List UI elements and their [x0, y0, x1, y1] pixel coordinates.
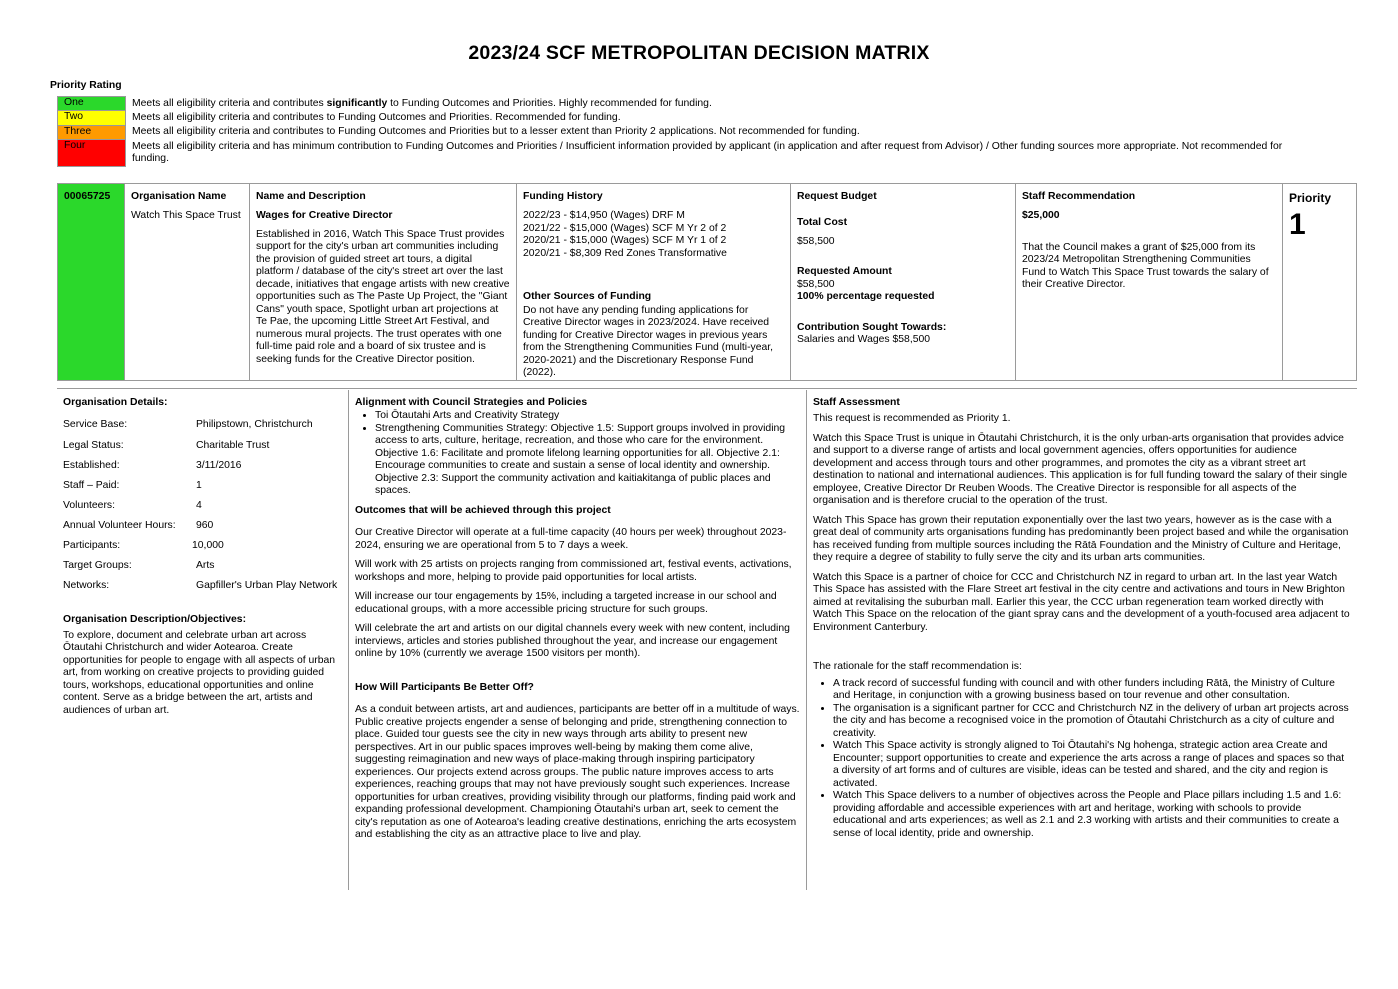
org-details-heading: Organisation Details: [63, 397, 168, 408]
request-budget-header: Request Budget [797, 191, 877, 202]
staff-recommendation-cell [1016, 184, 1283, 380]
application-id: 00065725 [64, 191, 111, 202]
detail-row-service-base: Service Base: Philipstown, Christchurch [63, 419, 313, 431]
priority-swatch-one: One [58, 97, 126, 111]
priority-desc-four: Meets all eligibility criteria and has minimum contribution to Funding Outcomes and Priorities / Insufficient information provided by applicant (in application and after request from Advisor) / Other funding sources more appropriate. Not recommended for funding. [132, 140, 1283, 165]
alignment-item: • Strengthening Communities Strategy: Objective 1.5: Support groups involved in providing access to arts, culture, heritage, recreation, and those who care for the environment. Objective 1.6: Facilitate and promote lifelong learning opportunities for all. Objective 2.1: Encourage communities to create and sustain a sense of local identity and ownership. Objective 2.3: Support the community activation and kaitiakitanga of public places and spaces. [375, 423, 800, 498]
priority-rating-table [57, 96, 1319, 167]
better-off-heading: How Will Participants Be Better Off? [355, 681, 534, 693]
detail-row-networks: Networks: Gapfiller's Urban Play Network [63, 580, 338, 592]
project-title: Wages for Creative Director [256, 210, 393, 222]
detail-row-volunteers: Volunteers: 4 [63, 499, 202, 511]
org-description-heading: Organisation Description/Objectives: [63, 614, 247, 626]
priority-row-two [58, 111, 1319, 125]
total-cost-label: Total Cost [797, 217, 848, 229]
assessment-paragraph: Watch this Space Trust is unique in Ōtautahi Christchurch, it is the only urban-arts organisation that provides advice and support to a diverse range of artists and local government agencies, offers opportunities for audience development and access through tours and other programmes, and promotes the city as a vibrant street art destination to national and international audiences. This application is for full funding toward the salary of their single employee, Creative Director Dr Reuben Woods. The Creative Director is responsible for all aspects of the organisation and is therefore crucial to the operation of the trust. [813, 432, 1348, 507]
funding-history-cell [517, 184, 791, 380]
rationale-item: • Watch This Space delivers to a number of objectives across the People and Place pillars including 1.5 and 1.6: providing affordable and accessible experiences with art and heritage, working with schools to provide educational and arts experiences; as well as 2.1 and 2.3 working with artists and their communities to create a sense of local identity, pride and ownership. [833, 790, 1351, 840]
rationale-intro: The rationale for the staff recommendation is: [813, 661, 1022, 673]
assessment-paragraph: This request is recommended as Priority 1. [813, 413, 1011, 425]
staff-assessment-heading: Staff Assessment [813, 397, 900, 408]
priority-cell [1283, 184, 1358, 380]
assessment-section [57, 390, 1357, 890]
detail-row-legal-status: Legal Status: Charitable Trust [63, 439, 270, 451]
project-description: Established in 2016, Watch This Space Trust provides support for the city's urban art communities including the provision of guided street art tours, a digital platform / database of the city's street art over the last decade, initiatives that engage artists with new creative opportunities such as The Paste Up Project, the "Giant Cans" youth space, Spotlight urban art projections at Te Pae, the upcoming Little Street Art Festival, and numerous mural projects. The trust operates with one full-time paid role and a board of six trustee and is seeking funds for the Creative Director position. [256, 228, 510, 365]
staff-recommendation-amount: $25,000 [1022, 210, 1060, 222]
contribution-value: Salaries and Wages $58,500 [797, 334, 931, 346]
funding-history-item: 2020/21 - $15,000 (Wages) SCF M Yr 1 of 2 [523, 235, 727, 247]
page-title: 2023/24 SCF METROPOLITAN DECISION MATRIX [468, 42, 930, 64]
funding-history-header: Funding History [523, 191, 603, 202]
detail-row-target-groups: Target Groups: Arts [63, 560, 215, 572]
priority-row-four [58, 140, 1319, 167]
outcome-item: Our Creative Director will operate at a full-time capacity (40 hours per week) throughout 2023-2024, ensuring we are operational from 5 to 7 days a week. [355, 527, 787, 551]
better-off-text: As a conduit between artists, art and audiences, participants are better off in a multitude of ways. Public creative projects engender a sense of belonging and pride, strengthening connection to place. Guided tour guests see the city in new ways through arts ability to present new perspectives. Art in our public spaces improves well-being by making them come alive, suggesting reimagination and new ways of place-making through inspiring participatory experiences. Our projects extend across groups. The public nature improves access to arts experiences, reaching groups that may not have previously sought such experiences. Increase opportunities for urban creatives, providing visibility through our platforms, finding paid work and expanding professional development. Championing Ōtautahi's urban art, seek to cement the city's reputation as one of Aotearoa's leading creative destinations, enriching the arts ecosystem and establishing the city as an attractive place to live and play. [355, 704, 800, 841]
assessment-paragraph: Watch This Space has grown their reputation exponentially over the last two years, however as is the case with a great deal of community arts organisations funding has predominantly been project based and while the organisation has received funding from multiple sources including the Rātā Foundation and the Ministry of Culture and Heritage, they require a degree of stability to fully serve the city and its urban arts communities. [813, 514, 1349, 564]
funding-history-item: 2020/21 - $8,309 Red Zones Transformative [523, 247, 727, 259]
priority-desc-two: Meets all eligibility criteria and contributes to Funding Outcomes and Priorities. Recommended for funding. [132, 111, 621, 123]
rationale-item: • Watch This Space activity is strongly aligned to Toi Ōtautahi's Ng hohenga, strategic action area Create and Encounter; support opportunities to create and experience the arts across a range of places and spaces so that a diversity of art forms and of cultures are visible, ideas can be tested and shared, and the city and region is activated. [833, 740, 1351, 790]
org-name-cell [125, 184, 250, 380]
staff-recommendation-header: Staff Recommendation [1022, 191, 1136, 202]
staff-recommendation-text: That the Council makes a grant of $25,000 from its 2023/24 Metropolitan Strengthening Communities Fund to Watch This Space Trust towards the salary of their Creative Director. [1022, 241, 1269, 291]
request-budget-cell [791, 184, 1016, 380]
percentage-requested: 100% percentage requested [797, 291, 935, 303]
rationale-list [813, 678, 1351, 840]
requested-amount-value: $58,500 [797, 278, 835, 290]
priority-row-one [58, 97, 1319, 111]
org-name: Watch This Space Trust [131, 210, 241, 222]
alignment-item: • Toi Ōtautahi Arts and Creativity Strategy [375, 410, 800, 422]
total-cost-value: $58,500 [797, 235, 835, 247]
section-divider [57, 388, 1357, 389]
other-sources-text: Do not have any pending funding applications for Creative Director wages in 2023/2024. Have received funding for Creative Director wages in previous years from the Strengthening Communities Fund (multi-year, 2020-2021) and the Discretionary Response Fund (2022). [523, 304, 774, 379]
application-id-cell [58, 184, 125, 380]
priority-header: Priority [1289, 191, 1332, 205]
priority-swatch-two: Two [58, 111, 126, 125]
alignment-column [349, 390, 806, 890]
priority-swatch-three: Three [58, 125, 126, 139]
detail-row-participants: Participants: 10,000 [63, 539, 224, 551]
outcomes-heading: Outcomes that will be achieved through this project [355, 504, 611, 516]
contribution-label: Contribution Sought Towards: [797, 321, 947, 333]
detail-row-volunteer-hours: Annual Volunteer Hours: 960 [63, 519, 214, 531]
alignment-list [355, 410, 800, 497]
priority-swatch-four: Four [58, 140, 126, 167]
staff-assessment-column [807, 390, 1357, 890]
priority-desc-one: Meets all eligibility criteria and contributes significantly to Funding Outcomes and Priorities. Highly recommended for funding. [132, 97, 712, 109]
org-name-header: Organisation Name [131, 191, 227, 202]
funding-history-item: 2021/22 - $15,000 (Wages) SCF M Yr 2 of 2 [523, 222, 727, 234]
outcome-item: Will work with 25 artists on projects ranging from commissioned art, festival events, activations, workshops and more, helping to provide paid opportunities for local artists. [355, 559, 792, 583]
priority-rating-heading: Priority Rating [50, 80, 122, 91]
detail-row-staff-paid: Staff – Paid: 1 [63, 479, 202, 491]
priority-row-three [58, 125, 1319, 139]
rationale-item: • The organisation is a significant partner for CCC and Christchurch NZ in the delivery of urban art projects across the city and has become a recognised voice in the promotion of Ōtautahi Christchurch as a city of culture and creativity. [833, 703, 1351, 740]
assessment-paragraph: Watch this Space is a partner of choice for CCC and Christchurch NZ in regard to urban art. In the last year Watch This Space has assisted with the Flare Street art festival in the city centre and activations and tours in New Brighton aimed at revitalising the suburban mall. Earlier this year, the CCC urban regeneration team worked directly with Watch This Space on the relocation of the giant spray cans and the development of a youth-focused area adjacent to Environment Canterbury. [813, 571, 1350, 633]
name-description-header: Name and Description [256, 191, 366, 202]
application-summary-row [57, 183, 1357, 381]
priority-value: 1 [1289, 208, 1306, 242]
name-description-cell [250, 184, 517, 380]
org-description-text: To explore, document and celebrate urban art across Ōtautahi Christchurch and wider Aotearoa. Create opportunities for people to engage with all aspects of urban art, from working on creative projects to providing guided tours, workshops, educational opportunities and online content. Serve as a bridge between the art, artists and audiences of urban art. [63, 629, 336, 716]
other-sources-header: Other Sources of Funding [523, 291, 652, 303]
funding-history-item: 2022/23 - $14,950 (Wages) DRF M [523, 210, 685, 222]
priority-desc-three: Meets all eligibility criteria and contributes to Funding Outcomes and Priorities but to a lesser extent than Priority 2 applications. Not recommended for funding. [132, 126, 860, 138]
alignment-heading: Alignment with Council Strategies and Policies [355, 397, 588, 408]
requested-amount-label: Requested Amount [797, 266, 892, 278]
outcome-item: Will increase our tour engagements by 15%, including a targeted increase in our school and educational groups, with a more accessible pricing structure for such groups. [355, 591, 777, 615]
detail-row-established: Established: 3/11/2016 [63, 459, 242, 471]
org-details-column [57, 390, 348, 890]
outcome-item: Will celebrate the art and artists on our digital channels every week with new content, including interviews, articles and stories published throughout the year, and increase our engagement online by 10% (currently we average 1500 visitors per month). [355, 623, 790, 660]
rationale-item: • A track record of successful funding with council and with other funders including Rātā, the Ministry of Culture and Heritage, in conjunction with a growing business based on tour revenue and other consultation. [833, 678, 1351, 703]
